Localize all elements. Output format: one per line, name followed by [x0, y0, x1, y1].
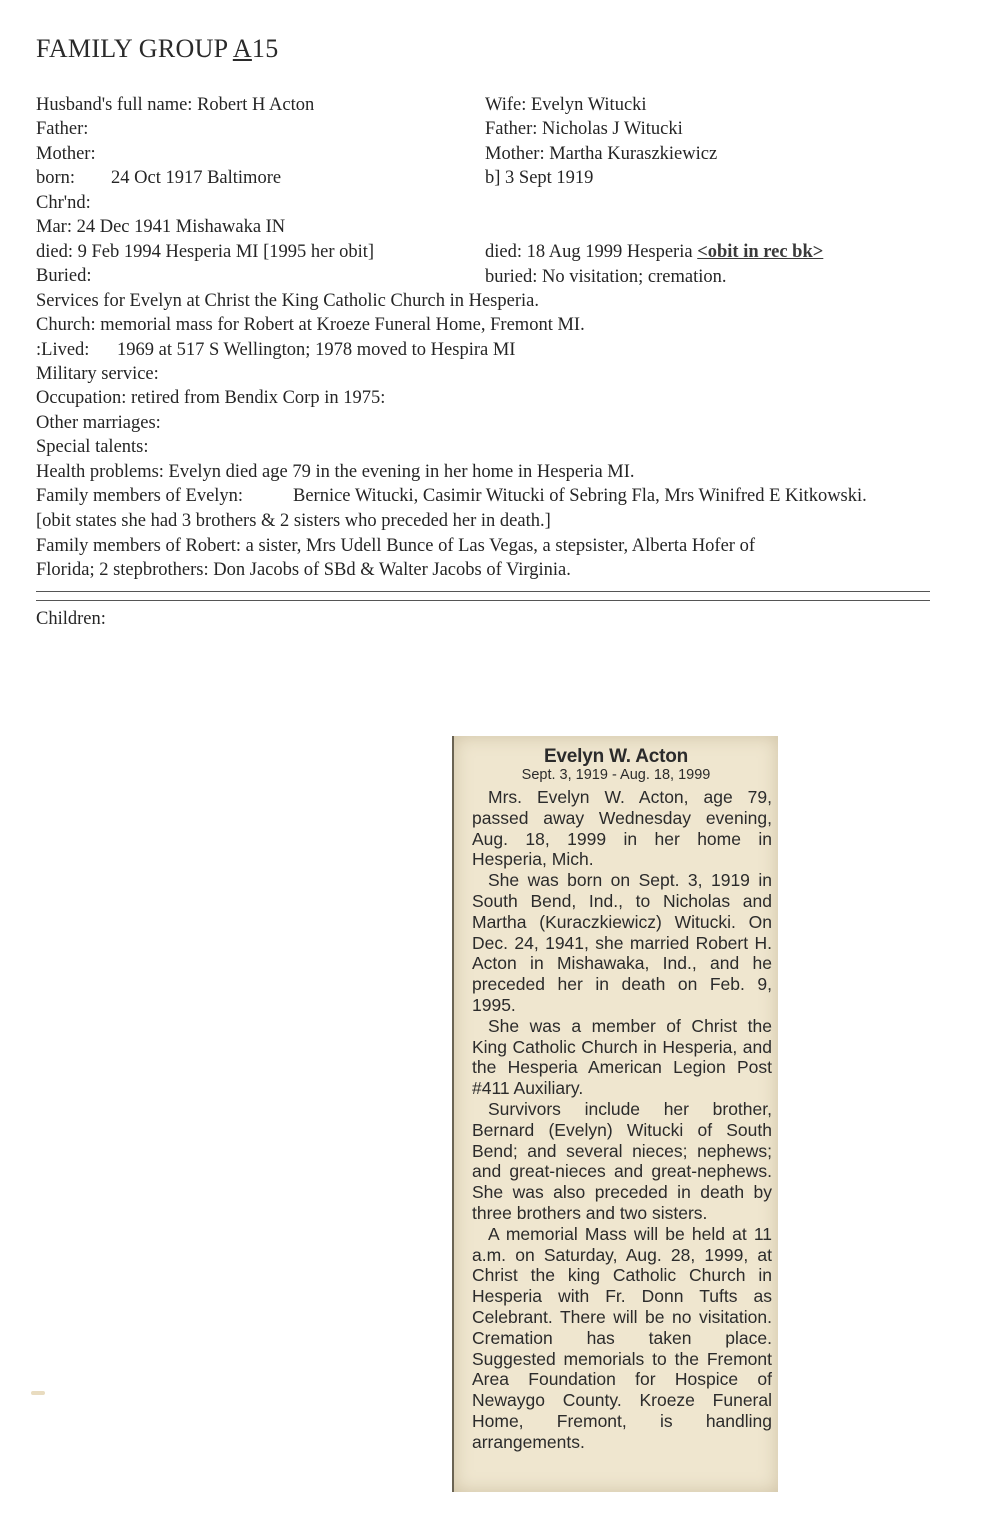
family-robert-line2: Florida; 2 stepbrothers: Don Jacobs of SBd & Walter Jacobs of Virginia. [36, 560, 571, 580]
military-service: Military service: [36, 364, 159, 384]
husband-born: born: 24 Oct 1917 Baltimore [36, 168, 282, 188]
double-divider [36, 591, 930, 601]
other-marriages: Other marriages: [36, 413, 161, 433]
husband-name: Husband's full name: Robert H Acton [36, 95, 315, 115]
health-problems: Health problems: Evelyn died age 79 in the evening in her home in Hesperia MI. [36, 462, 635, 482]
obituary-paragraph: Mrs. Evelyn W. Acton, age 79, passed away Wednesday evening, Aug. 18, 1999 in her home in Hesperia, Mich. [472, 787, 772, 870]
services: Services for Evelyn at Christ the King Catholic Church in Hesperia. [36, 291, 539, 311]
lived: :Lived: 1969 at 517 S Wellington; 1978 moved to Hespira MI [36, 340, 516, 360]
obituary-body [472, 787, 772, 1453]
wife-buried: buried: No visitation; cremation. [485, 267, 727, 287]
obituary-paragraph: A memorial Mass will be held at 11 a.m. on Saturday, Aug. 28, 1999, at Christ the king Catholic Church in Hesperia with Fr. Donn Tufts as Celebrant. There will be no visitation. Cremation has taken place. Suggested memorials to the Fremont Area Foundation for Hospice of Newaygo County. Kroeze Funeral Home, Fremont, is handling arrangements. [472, 1223, 772, 1452]
wife-father: Father: Nicholas J Witucki [485, 119, 683, 139]
wife-born: b] 3 Sept 1919 [485, 168, 594, 188]
husband-mother: Mother: [36, 144, 96, 164]
page-title: FAMILY GROUP A15 [36, 34, 279, 63]
church: Church: memorial mass for Robert at Kroeze Funeral Home, Fremont MI. [36, 315, 585, 335]
obit-note: [obit states she had 3 brothers & 2 sisters who preceded her in death.] [36, 511, 551, 531]
husband-father: Father: [36, 119, 89, 139]
husband-died: died: 9 Feb 1994 Hesperia MI [1995 her obit] [36, 242, 375, 262]
wife-name: Wife: Evelyn Witucki [485, 95, 647, 115]
husband-christened: Chr'nd: [36, 193, 91, 213]
obituary-paragraph: She was born on Sept. 3, 1919 in South Bend, Ind., to Nicholas and Martha (Kuraczkiewicz) Witucki. On Dec. 24, 1941, she married Robert H. Acton in Mishawaka, Ind., and he preceded her in death on Feb. 9, 1995. [472, 870, 772, 1015]
scan-speck [31, 1391, 45, 1395]
obituary-dates: Sept. 3, 1919 - Aug. 18, 1999 [521, 767, 711, 783]
obit-reference: <obit in rec bk> [697, 242, 824, 262]
obituary-paragraph: She was a member of Christ the King Catholic Church in Hesperia, and the Hesperia American Legion Post #411 Auxiliary. [472, 1015, 772, 1099]
marriage: Mar: 24 Dec 1941 Mishawaka IN [36, 217, 286, 237]
obituary-clipping [452, 736, 778, 1492]
obituary-headline: Evelyn W. Acton [543, 746, 689, 767]
special-talents: Special talents: [36, 437, 149, 457]
wife-died: died: 18 Aug 1999 Hesperia <obit in rec bk> [485, 242, 824, 262]
wife-mother: Mother: Martha Kuraszkiewicz [485, 144, 718, 164]
obituary-paragraph: Survivors include her brother, Bernard (Evelyn) Witucki of South Bend; and several nieces; nephews; and great-nieces and great-nephews. She was also preceded in death by three brothers and two sisters. [472, 1098, 772, 1223]
occupation: Occupation: retired from Bendix Corp in 1975: [36, 388, 386, 408]
family-evelyn: Family members of Evelyn: Bernice Witucki, Casimir Witucki of Sebring Fla, Mrs Winifred E Kitkowski. [36, 486, 867, 506]
children-label: Children: [36, 609, 106, 629]
family-robert-line1: Family members of Robert: a sister, Mrs Udell Bunce of Las Vegas, a stepsister, Alberta Hofer of [36, 536, 755, 556]
husband-buried: Buried: [36, 266, 92, 286]
